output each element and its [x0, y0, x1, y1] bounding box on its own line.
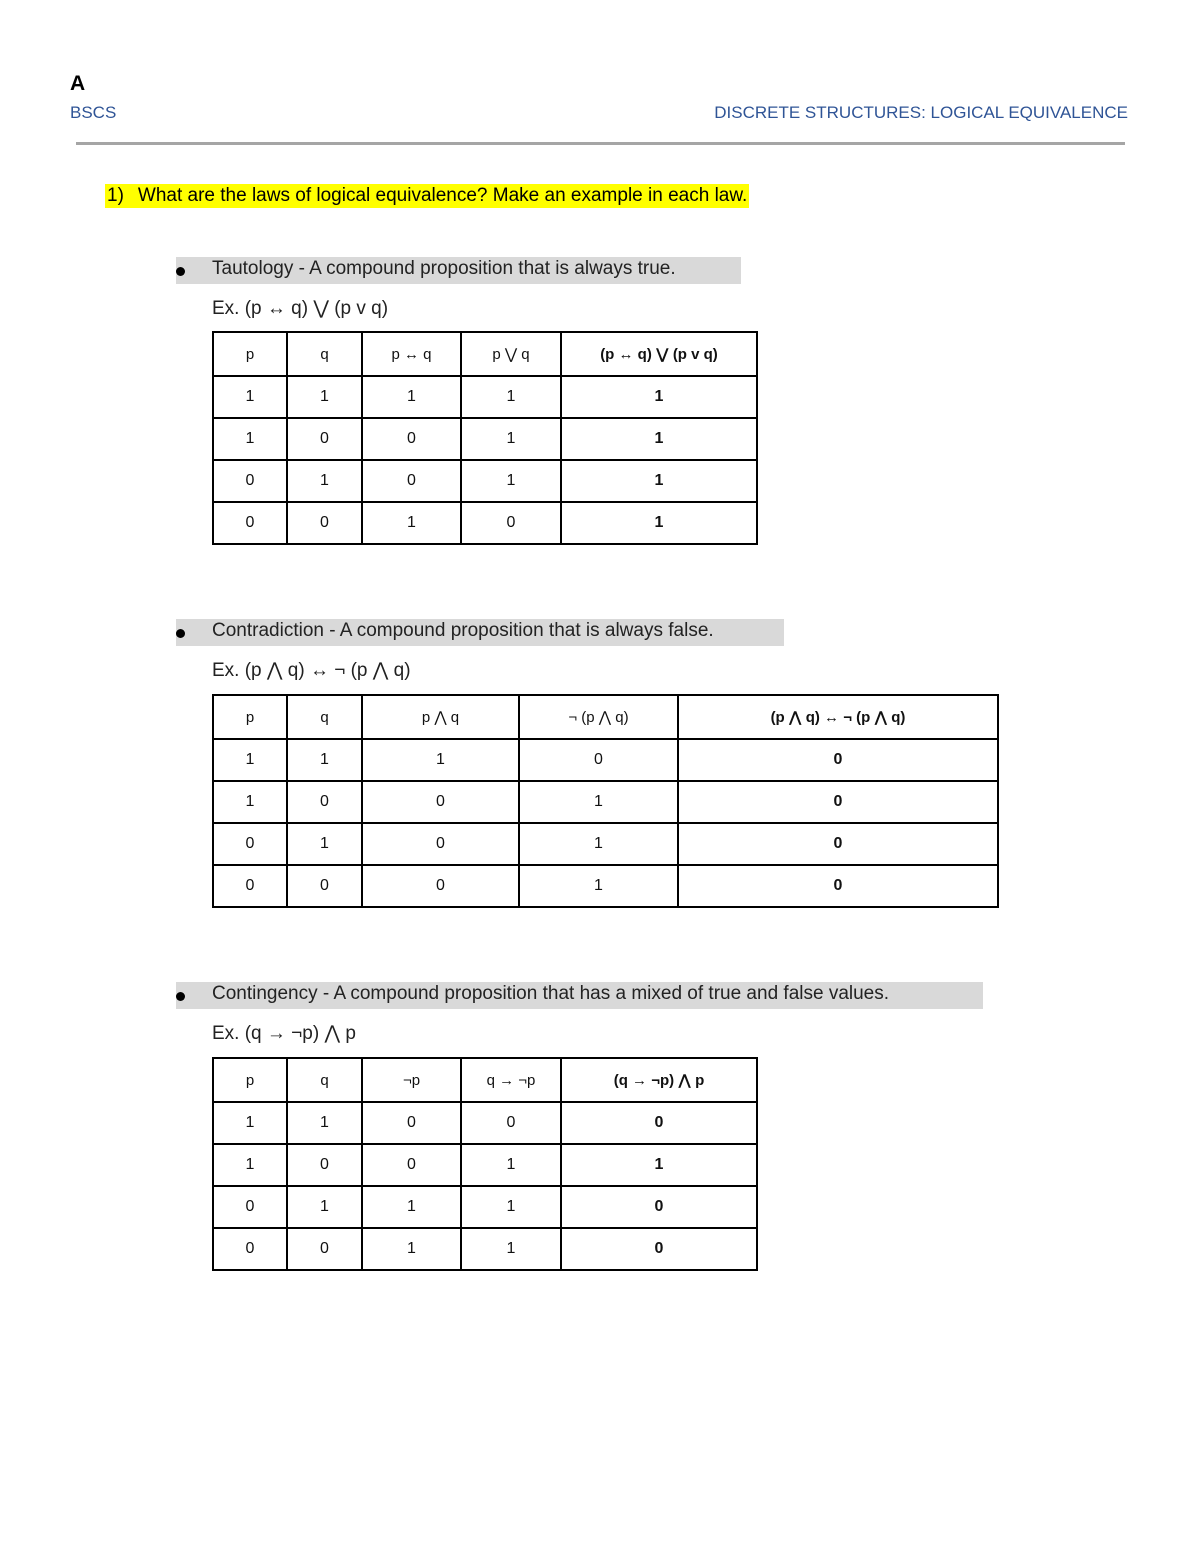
table-cell: 1 — [287, 1186, 362, 1228]
table-row — [213, 739, 998, 781]
table-cell: 1 — [287, 823, 362, 865]
table-cell: 0 — [519, 739, 678, 781]
question-1 — [105, 184, 749, 208]
law-title: Tautology - A compound proposition that is always true. — [212, 258, 676, 279]
table-cell: 0 — [213, 1186, 287, 1228]
table-header-cell: q — [287, 332, 362, 376]
truth-table-contingency — [212, 1057, 758, 1271]
table-cell: 1 — [561, 502, 757, 544]
table-cell: 0 — [213, 865, 287, 907]
table-row — [213, 418, 757, 460]
table-cell: 0 — [561, 1228, 757, 1270]
table-cell: 1 — [213, 1144, 287, 1186]
table-header-cell: p ↔ q — [362, 332, 461, 376]
table-row — [213, 823, 998, 865]
table-cell: 0 — [287, 1144, 362, 1186]
table-cell: 1 — [213, 376, 287, 418]
table-cell: 0 — [362, 1102, 461, 1144]
table-cell: 0 — [287, 502, 362, 544]
table-cell: 0 — [213, 823, 287, 865]
table-row — [213, 781, 998, 823]
truth-table-tautology — [212, 331, 758, 545]
table-cell: 1 — [362, 1228, 461, 1270]
bullet-icon — [176, 992, 185, 1001]
table-cell: 1 — [362, 739, 519, 781]
table-cell: 0 — [287, 418, 362, 460]
table-cell: 1 — [213, 418, 287, 460]
law-title: Contingency - A compound proposition that has a mixed of true and false values. — [212, 983, 890, 1004]
law-example: Ex. (q → ¬p) ⋀ p — [212, 1023, 356, 1044]
table-cell: 1 — [561, 460, 757, 502]
table-cell: 1 — [519, 865, 678, 907]
table-cell: 1 — [561, 418, 757, 460]
bullet-icon — [176, 267, 185, 276]
table-cell: 0 — [287, 781, 362, 823]
law-title: Contradiction - A compound proposition that is always false. — [212, 620, 714, 641]
table-cell: 1 — [287, 739, 362, 781]
table-cell: 1 — [213, 739, 287, 781]
table-cell: 0 — [362, 1144, 461, 1186]
table-header-cell: p ⋁ q — [461, 332, 561, 376]
table-cell: 0 — [678, 865, 998, 907]
table-cell: 1 — [461, 376, 561, 418]
table-header-cell: ¬p — [362, 1058, 461, 1102]
header-divider — [76, 142, 1125, 145]
table-cell: 0 — [362, 781, 519, 823]
table-cell: 1 — [287, 1102, 362, 1144]
table-cell: 0 — [287, 865, 362, 907]
table-cell: 1 — [362, 376, 461, 418]
table-cell: 1 — [287, 376, 362, 418]
table-cell: 0 — [213, 460, 287, 502]
table-header-cell: q — [287, 695, 362, 739]
table-cell: 0 — [362, 865, 519, 907]
table-header-row — [213, 1058, 757, 1102]
table-header-cell: q — [287, 1058, 362, 1102]
table-cell: 0 — [213, 1228, 287, 1270]
table-cell: 1 — [519, 823, 678, 865]
law-example: Ex. (p ↔ q) ⋁ (p v q) — [212, 298, 389, 319]
question-number: 1) — [107, 185, 124, 206]
table-cell: 0 — [362, 418, 461, 460]
header-subject: DISCRETE STRUCTURES: LOGICAL EQUIVALENCE — [714, 103, 1128, 122]
table-row — [213, 865, 998, 907]
table-header-cell: (q → ¬p) ⋀ p — [561, 1058, 757, 1102]
table-cell: 1 — [461, 1186, 561, 1228]
table-header-row — [213, 695, 998, 739]
table-cell: 1 — [461, 1228, 561, 1270]
table-cell: 0 — [561, 1102, 757, 1144]
header-course: BSCS — [70, 103, 117, 122]
table-cell: 0 — [678, 823, 998, 865]
table-cell: 0 — [678, 781, 998, 823]
table-row — [213, 1102, 757, 1144]
table-cell: 1 — [213, 1102, 287, 1144]
table-cell: 1 — [561, 376, 757, 418]
table-cell: 1 — [362, 502, 461, 544]
table-row — [213, 502, 757, 544]
table-header-cell: p — [213, 1058, 287, 1102]
truth-table-contradiction — [212, 694, 999, 908]
bullet-icon — [176, 629, 185, 638]
table-cell: 0 — [287, 1228, 362, 1270]
table-cell: 0 — [213, 502, 287, 544]
table-cell: 1 — [362, 1186, 461, 1228]
table-row — [213, 1144, 757, 1186]
document-initial: A — [70, 72, 86, 95]
table-cell: 0 — [362, 823, 519, 865]
table-row — [213, 1186, 757, 1228]
table-row — [213, 1228, 757, 1270]
table-cell: 1 — [461, 460, 561, 502]
table-cell: 1 — [287, 460, 362, 502]
law-example: Ex. (p ⋀ q) ↔ ¬ (p ⋀ q) — [212, 660, 411, 681]
table-header-cell: p ⋀ q — [362, 695, 519, 739]
question-text: What are the laws of logical equivalence? Make an example in each law. — [137, 185, 748, 206]
table-header-row — [213, 332, 757, 376]
table-cell: 1 — [213, 781, 287, 823]
table-header-cell: p — [213, 332, 287, 376]
table-header-cell: q → ¬p — [461, 1058, 561, 1102]
table-cell: 0 — [461, 1102, 561, 1144]
table-header-cell: p — [213, 695, 287, 739]
table-cell: 1 — [461, 418, 561, 460]
table-cell: 0 — [678, 739, 998, 781]
table-row — [213, 376, 757, 418]
table-header-cell: (p ⋀ q) ↔ ¬ (p ⋀ q) — [678, 695, 998, 739]
table-header-cell: (p ↔ q) ⋁ (p v q) — [561, 332, 757, 376]
table-cell: 1 — [519, 781, 678, 823]
table-cell: 1 — [561, 1144, 757, 1186]
table-cell: 1 — [461, 1144, 561, 1186]
table-cell: 0 — [561, 1186, 757, 1228]
table-cell: 0 — [362, 460, 461, 502]
table-header-cell: ¬ (p ⋀ q) — [519, 695, 678, 739]
table-cell: 0 — [461, 502, 561, 544]
table-row — [213, 460, 757, 502]
